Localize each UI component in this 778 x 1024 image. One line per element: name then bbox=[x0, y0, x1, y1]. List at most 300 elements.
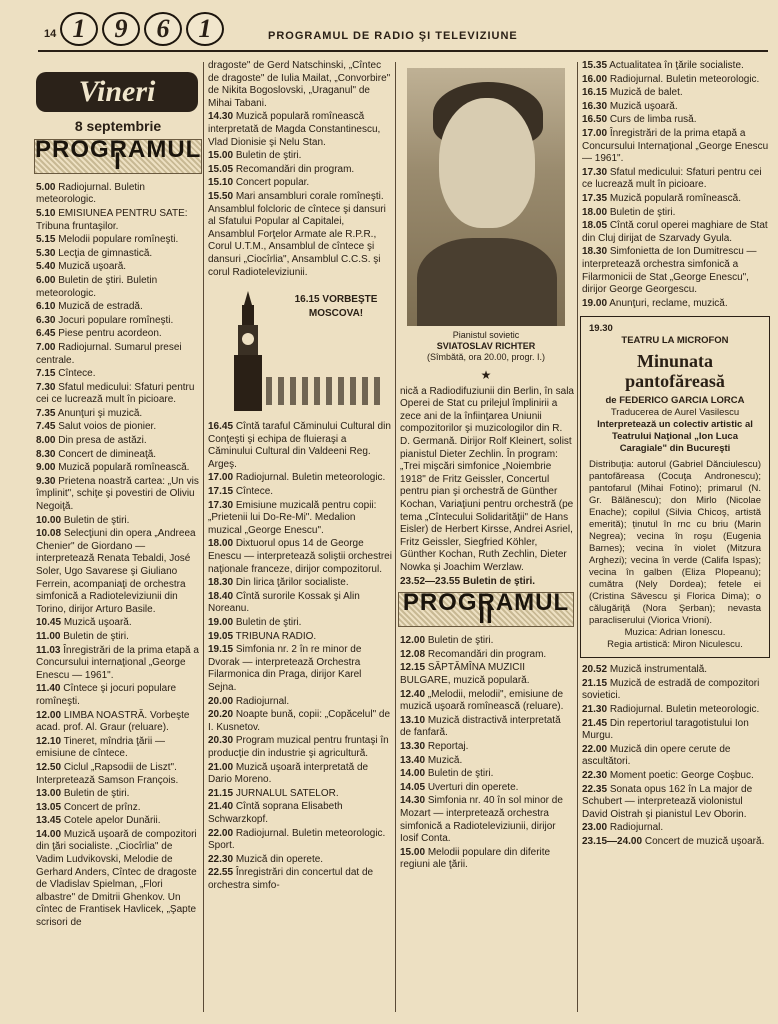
entry-time: 17.00 bbox=[582, 127, 608, 139]
entry-text: Muzică uşoară. bbox=[63, 617, 132, 629]
photo-face bbox=[439, 98, 535, 228]
entry-time: 7.45 bbox=[36, 421, 56, 433]
entry-text: Din presa de astăzi. bbox=[58, 435, 147, 447]
entry-text: Buletin de ştiri. bbox=[235, 617, 302, 628]
entry-text: Melodii populare romîneşti. bbox=[58, 234, 179, 246]
entry-text: Muzică distractivă interpretată de fanfară. bbox=[400, 714, 561, 739]
caption-name: SVIATOSLAV RICHTER bbox=[436, 341, 536, 351]
entry-time: 18.00 bbox=[582, 206, 608, 218]
list-item bbox=[34, 234, 202, 247]
entry-time: 5.40 bbox=[36, 261, 56, 273]
moscova-label: 16.15 VORBEŞTE MOSCOVA! bbox=[294, 294, 378, 320]
list-item bbox=[34, 528, 202, 616]
entry-time: 7.15 bbox=[36, 368, 56, 380]
list-item bbox=[206, 500, 392, 538]
entry-text: Radiojurnal. bbox=[609, 822, 664, 834]
column-1 bbox=[34, 60, 202, 1020]
entry-time: 22.00 bbox=[208, 827, 234, 839]
entry-text: Radiojurnal. Buletin meteorologic. bbox=[235, 472, 386, 484]
kremlin-wall bbox=[266, 377, 386, 405]
entry-text: Buletin de ştiri. Buletin meteorologic. bbox=[36, 274, 158, 299]
entry-time: 16.50 bbox=[582, 114, 608, 126]
list-item bbox=[206, 486, 392, 499]
list-item bbox=[580, 246, 770, 296]
entry-text: „Melodii, melodii", emisiune de muzică uşoară romînească (reluare). bbox=[400, 688, 564, 713]
entry-time: 18.05 bbox=[582, 220, 608, 232]
entry-text: Cîntece şi jocuri populare romîneşti. bbox=[36, 683, 177, 707]
entry-time: 21.15 bbox=[208, 787, 234, 799]
list-item bbox=[34, 829, 202, 930]
entry-text: Moment poetic: George Coşbuc. bbox=[609, 770, 754, 782]
entry-text: Anunţuri şi muzică. bbox=[57, 407, 143, 419]
entry-time: 22.55 bbox=[208, 867, 234, 879]
entry-time: 12.10 bbox=[36, 735, 62, 747]
entry-text: Muzică uşoară. bbox=[58, 261, 127, 273]
list-item bbox=[398, 689, 574, 714]
entry-time: 16.15 bbox=[582, 87, 608, 99]
entry-time: 6.30 bbox=[36, 314, 56, 326]
continuation-text: nică a Radiodifuziunii din Berlin, în sala Operei de Stat cu prilejul împlinirii a zece ani de la înfiinţarea Uniunii compozitorilor şi muzicologilor din R. D. Germană. Dirijor Rolf Kleinert, solist pianistul Dieter Zechlin. În program: „Trei mişcări simfonice „Noiembrie 1918" de Fritz Geissler, Concertul pentru pian şi orchestră de Günther Kochan, Variaţiuni pentru orchestră (pe tema „Cîntecului Solidarităţii" de Hans Eisler) de Herbert Kirsse, Andrei Asriel, Fritz Geissler, Siegfried Köhler, Günther Kochan, Ruth Zechlin, Dieter Nowka şi Joachim Werzlaw. bbox=[400, 385, 574, 573]
entry-text: Buletin de ştiri. bbox=[63, 630, 129, 642]
list-item bbox=[206, 191, 392, 279]
list-item bbox=[206, 762, 392, 787]
list-item bbox=[34, 449, 202, 462]
list-item bbox=[580, 167, 770, 192]
entry-text: Cîntă taraful Căminului Cultural din Conţeşti şi echipa de fluieraşi a Căminului Cultural din Valdeeni Reg. Argeş. bbox=[208, 421, 391, 470]
entry-time: 19.15 bbox=[208, 644, 234, 656]
entry-text: Concert popular. bbox=[235, 177, 310, 189]
entry-time: 21.30 bbox=[582, 704, 608, 716]
entry-text: Radiojurnal. Buletin meteorologic. bbox=[609, 704, 760, 716]
entry-time: 15.05 bbox=[208, 163, 234, 175]
column-divider bbox=[395, 62, 396, 1012]
entry-text: Sfatul medicului: Sfaturi pentru cei ce lucrează mult în picioare. bbox=[582, 166, 762, 191]
list-item bbox=[580, 128, 770, 166]
day-banner: Vineri bbox=[36, 72, 198, 112]
entry-time: 22.35 bbox=[582, 783, 608, 795]
list-item bbox=[34, 617, 202, 630]
entry-text: Piese pentru acordeon. bbox=[58, 328, 162, 340]
list-item bbox=[580, 193, 770, 206]
entry-time: 11.00 bbox=[36, 630, 61, 642]
entry-text: Reportaj. bbox=[427, 741, 469, 753]
entry-text: Muzică instrumentală. bbox=[609, 664, 708, 676]
column-2 bbox=[206, 60, 392, 1020]
year-digit: 9 bbox=[102, 12, 140, 46]
list-item bbox=[206, 60, 392, 110]
entry-text: Radiojurnal. Buletin meteorologic. Sport. bbox=[208, 827, 386, 852]
entry-time: 5.15 bbox=[36, 234, 56, 246]
entry-text: EMISIUNEA PENTRU SATE: Tribuna fruntaşilor. bbox=[36, 207, 188, 232]
entry-text: Muzică. bbox=[427, 754, 463, 766]
list-item bbox=[206, 177, 392, 190]
entry-time: 22.30 bbox=[208, 853, 234, 865]
entry-text: Radiojurnal. bbox=[235, 695, 290, 707]
list-item bbox=[580, 704, 770, 717]
page-header bbox=[0, 0, 778, 58]
list-item bbox=[580, 744, 770, 769]
programul-2-heading: PROGRAMUL II bbox=[398, 592, 574, 627]
entry-time: 23.15—24.00 bbox=[582, 836, 643, 847]
list-item bbox=[34, 736, 202, 761]
entry-time: 22.30 bbox=[582, 770, 608, 782]
entry-text: Cîntă soprana Elisabeth Schwarzkopf. bbox=[208, 801, 343, 825]
entry-time: 10.45 bbox=[36, 617, 62, 629]
entry-text: Noapte bună, copii: „Copăcelul" de I. Kusnetov. bbox=[208, 709, 391, 733]
schedule-list bbox=[206, 60, 392, 279]
list-item bbox=[34, 421, 202, 434]
star-icon: ★ bbox=[480, 368, 492, 382]
entry-text: Radiojurnal. Sumarul presei centrale. bbox=[36, 341, 182, 366]
year-digit: 1 bbox=[60, 12, 98, 46]
list-item bbox=[398, 649, 574, 662]
entry-time: 16.45 bbox=[208, 421, 234, 433]
list-item bbox=[34, 408, 202, 421]
entry-time: 16.30 bbox=[582, 100, 608, 112]
entry-text: Melodii populare din diferite regiuni ale ţării. bbox=[400, 846, 551, 871]
list-item bbox=[34, 382, 202, 407]
entry-text: JURNALUL SATELOR. bbox=[235, 787, 339, 799]
entry-time: 14.30 bbox=[400, 795, 426, 807]
entry-text: Buletin de ştiri. bbox=[462, 575, 536, 587]
column-divider bbox=[577, 62, 578, 1012]
list-item bbox=[580, 664, 770, 677]
list-item bbox=[34, 182, 202, 207]
list-item bbox=[34, 328, 202, 341]
entry-time: 20.00 bbox=[208, 695, 234, 707]
entry-text: Uverturi din operete. bbox=[427, 781, 519, 793]
year-badge bbox=[60, 12, 224, 46]
entry-time: 16.00 bbox=[582, 73, 608, 85]
entry-text: Muzică de estradă de compozitori sovietici. bbox=[582, 677, 760, 702]
list-item bbox=[580, 298, 770, 311]
entry-text: Sfatul medicului: Sfaturi pentru cei ce lucrează mult în picioare. bbox=[36, 381, 195, 406]
entry-text: Curs de limba rusă. bbox=[609, 114, 697, 126]
list-item bbox=[580, 836, 770, 849]
list-item bbox=[34, 710, 202, 735]
entry-time: 22.00 bbox=[582, 743, 608, 755]
entry-text: Simfonietta de Ion Dumitrescu — interpretează orchestra simfonică a Filarmonicii de Stat „George Enescu", dirijor George Georgescu. bbox=[582, 246, 757, 296]
entry-time: 12.08 bbox=[400, 648, 426, 660]
entry-text: Buletin de ştiri. bbox=[427, 635, 494, 647]
entry-text: Mari ansambluri corale romîneşti. Ansamblul folcloric de cîntece şi dansuri al Sfatului Popular al Capitalei, Ansamblul Forţelor Armate ale R.P.R., Corul U.T.M., Ansamblul de cîntece şi dansuri „Ciocîrlia", Ansamblul C.C.S. şi corul Radioteleviziunii. bbox=[208, 190, 386, 278]
list-item bbox=[206, 801, 392, 826]
list-item bbox=[206, 538, 392, 576]
entry-text: Emisiune muzicală pentru copii: „Prietenii lui Do-Re-Mi". Medalion muzical „George Enescu". bbox=[208, 499, 377, 536]
list-item bbox=[398, 576, 574, 589]
list-item bbox=[580, 87, 770, 100]
date-label: 8 septembrie bbox=[74, 118, 162, 134]
list-item bbox=[34, 315, 202, 328]
caption-line: (Sîmbătă, ora 20.00, progr. I.) bbox=[426, 352, 546, 362]
entry-text: Din lirica ţărilor socialiste. bbox=[235, 577, 349, 589]
entry-text: Actualitatea în ţările socialiste. bbox=[609, 60, 744, 71]
entry-text: Înregistrări din concertul dat de orchestra simfo- bbox=[208, 867, 374, 891]
entry-time: 17.30 bbox=[208, 499, 234, 511]
entry-text: Jocuri populare romîneşti. bbox=[58, 314, 174, 326]
list-item bbox=[398, 755, 574, 768]
theatre-box bbox=[580, 316, 770, 658]
entry-time: 20.20 bbox=[208, 709, 234, 721]
list-item bbox=[206, 164, 392, 177]
theatre-time: 19.30 bbox=[589, 323, 613, 335]
entry-time: 17.00 bbox=[208, 472, 234, 484]
list-item bbox=[206, 591, 392, 616]
entry-time: 6.10 bbox=[36, 301, 56, 313]
year-digit: 1 bbox=[186, 12, 224, 46]
entry-text: Recomandări din program. bbox=[235, 163, 355, 175]
list-item bbox=[206, 617, 392, 630]
list-item bbox=[206, 788, 392, 801]
entry-time: 14.00 bbox=[36, 828, 62, 840]
list-item bbox=[206, 421, 392, 471]
entry-text: Cîntă surorile Kossak şi Alin Noreanu. bbox=[208, 590, 360, 615]
entry-text: Înregistrări de la prima etapă a Concursului internaţional „George Enescu — 1961". bbox=[36, 644, 199, 681]
entry-time: 20.30 bbox=[208, 735, 234, 747]
entry-text: TRIBUNA RADIO. bbox=[235, 630, 317, 642]
theatre-cast: Distribuţia: autorul (Gabriel Dănciulescu) pantofăreasa (Cocuţa Andronescu); pantofarul (Mihai Fotino); primarul (N. Gr. Bălănescu); don Mirlo (Nicolae Enache); copilul (Silvia Chicoş, artistă emerită); ținutul în rnc cu briu (Marin Negrea); vecina în roşu (Eugenia Barnes); vecina în violet (Mitzura Arghezi); vecina în verde (Califa Ispas); vecina în galben (Eliza Plopeanu); cumătra (Nely Dordea); fetele ei (Cristina Săvescu şi Florica Dima); o călugăriţă (Nora Şerban); nevasta paracliserului (Viorica Vrioni). bbox=[589, 459, 761, 627]
entry-text: Concert de prînz. bbox=[63, 801, 141, 813]
list-item bbox=[34, 788, 202, 801]
list-item bbox=[398, 768, 574, 781]
theatre-author: de FEDERICO GARCIA LORCA bbox=[605, 395, 745, 407]
entry-text: Radiojurnal. Buletin meteorologic. bbox=[609, 73, 760, 85]
list-item bbox=[398, 635, 574, 648]
entry-time: 6.45 bbox=[36, 328, 56, 340]
entry-text: Muzică uşoară de compozitori din ţări socialiste. „Ciocîrlia" de Vadim Ludvikovski, Melodie de Gerhard Anders, Cîntec de dragoste de Vladislav Spielman, „Flori albastre" de Dmitrii Ghenkov. Un cîntec de Frantisek Havlicek, „Şapte scrisori de bbox=[36, 828, 197, 929]
entry-time: 11.03 bbox=[36, 644, 61, 656]
entry-text: LIMBA NOASTRĂ. Vorbeşte acad. prof. Al. Graur (reluare). bbox=[36, 709, 190, 734]
entry-text: Din repertoriul taragotistului Ion Murgu. bbox=[582, 717, 749, 742]
list-item bbox=[398, 715, 574, 740]
schedule-list bbox=[398, 635, 574, 872]
entry-text: Simfonia nr. 40 în sol minor de Mozart — interpretează orchestra simfonică a Radioteleviziunii, dirijor Iosif Conta. bbox=[400, 795, 563, 845]
list-item bbox=[580, 718, 770, 743]
list-item bbox=[580, 220, 770, 245]
entry-time: 6.00 bbox=[36, 274, 56, 286]
entry-text: Lecţia de gimnastică. bbox=[58, 247, 153, 259]
entry-text: Buletin de ştiri. bbox=[63, 514, 130, 526]
column-3 bbox=[398, 60, 574, 1020]
entry-time: 8.30 bbox=[36, 448, 56, 460]
entry-text: Ciclul „Rapsodii de Liszt". Interpretează Samson François. bbox=[36, 761, 179, 786]
entry-time: 13.10 bbox=[400, 714, 426, 726]
entry-text: Muzică din opere cerute de ascultători. bbox=[582, 743, 731, 768]
list-item bbox=[34, 301, 202, 314]
entry-text: Salut voios de pionier. bbox=[58, 421, 157, 433]
kremlin-tower-icon bbox=[228, 291, 268, 411]
schedule-list bbox=[580, 60, 770, 310]
entry-text: Sonata opus 162 în La major de Schubert — interpretează violonistul David Oistrah şi pianistul Lev Oborin. bbox=[582, 783, 753, 820]
caption-line: Pianistul sovietic bbox=[452, 330, 520, 340]
entry-time: 14.05 bbox=[400, 781, 426, 793]
entry-time: 5.00 bbox=[36, 181, 56, 193]
entry-time: 11.40 bbox=[36, 683, 61, 695]
entry-text: Muzică din operete. bbox=[235, 853, 324, 865]
entry-time: 18.30 bbox=[208, 577, 234, 589]
entry-time: 19.00 bbox=[208, 617, 234, 628]
entry-text: Selecţiuni din opera „Andreea Chenier" de Giordano — interpretează Renata Tebaldi, José Soler, Ugo Savarese şi Giuliano Ferrein, acompaniaţi de orchestra simfonică a Radioteleviziunii din Torino, dirijor Arturo Basile. bbox=[36, 528, 196, 615]
list-item bbox=[398, 782, 574, 795]
entry-time: 10.08 bbox=[36, 528, 62, 540]
list-item bbox=[580, 678, 770, 703]
list-item bbox=[206, 696, 392, 709]
theatre-music: Muzica: Adrian Ionescu. bbox=[624, 627, 726, 639]
schedule-list bbox=[580, 664, 770, 848]
entry-text: Cotele apelor Dunării. bbox=[63, 815, 161, 827]
entry-text: Dixtuorul opus 14 de George Enescu — interpretează soliştii orchestrei naţionale franceze, dirijor compozitorul. bbox=[208, 538, 392, 575]
list-item bbox=[34, 342, 202, 367]
list-item bbox=[206, 854, 392, 867]
entry-time: 13.00 bbox=[36, 788, 62, 800]
entry-time: 18.30 bbox=[582, 246, 608, 258]
entry-text: Muzică de estradă. bbox=[58, 301, 143, 313]
entry-time: 7.35 bbox=[36, 407, 56, 419]
entry-time: 17.30 bbox=[582, 166, 608, 178]
entry-time: 7.00 bbox=[36, 341, 56, 353]
moscova-illustration bbox=[206, 285, 392, 415]
entry-time: 12.50 bbox=[36, 761, 62, 773]
list-item bbox=[206, 472, 392, 485]
list-item bbox=[34, 631, 202, 644]
list-item bbox=[34, 275, 202, 300]
list-item bbox=[206, 867, 392, 892]
list-item bbox=[580, 822, 770, 835]
entry-text: Muzică uşoară. bbox=[609, 100, 678, 112]
list-item bbox=[206, 111, 392, 149]
entry-text: Buletin de ştiri. bbox=[63, 788, 130, 800]
entry-time: 15.50 bbox=[208, 190, 234, 202]
entry-time: 12.00 bbox=[400, 635, 426, 647]
entry-text: Muzică populară romînească. bbox=[609, 192, 741, 204]
entry-time: 14.00 bbox=[400, 768, 426, 780]
entry-time: 18.40 bbox=[208, 590, 234, 602]
entry-time: 15.00 bbox=[208, 150, 234, 162]
entry-time: 13.30 bbox=[400, 741, 426, 753]
page-title: PROGRAMUL DE RADIO ŞI TELEVIZIUNE bbox=[268, 30, 518, 42]
column-divider bbox=[203, 62, 204, 1012]
entry-text: Concert de muzică uşoară. bbox=[644, 836, 765, 847]
list-item bbox=[398, 741, 574, 754]
pianist-photo bbox=[407, 68, 565, 326]
entry-time: 13.05 bbox=[36, 801, 62, 813]
entry-text: Recomandări din program. bbox=[427, 648, 547, 660]
entry-time: 23.00 bbox=[582, 822, 608, 834]
year-digit: 6 bbox=[144, 12, 182, 46]
list-item bbox=[398, 662, 574, 687]
list-item bbox=[398, 795, 574, 845]
entry-text: Anunţuri, reclame, muzică. bbox=[609, 297, 728, 309]
entry-text: Program muzical pentru fruntaşi în producţie din industrie şi agricultură. bbox=[208, 735, 389, 759]
list-item bbox=[206, 150, 392, 163]
entry-text: Simfonia nr. 2 în re minor de Dvorak — interpretează Orchestra Filarmonica din Praga, dirijor Karel Sejna. bbox=[208, 644, 362, 693]
schedule-list bbox=[206, 421, 392, 892]
entry-time: 12.15 bbox=[400, 662, 426, 674]
entry-time: 5.10 bbox=[36, 207, 56, 219]
entry-text: Buletin de ştiri. bbox=[427, 768, 494, 780]
list-item bbox=[34, 368, 202, 381]
theatre-title: Minunata pantofăreasă bbox=[625, 351, 725, 392]
entry-time: 12.40 bbox=[400, 688, 426, 700]
entry-time: 21.40 bbox=[208, 801, 234, 813]
list-item bbox=[580, 101, 770, 114]
entry-time: 21.15 bbox=[582, 677, 608, 689]
list-item bbox=[206, 644, 392, 694]
entry-text: Înregistrări de la prima etapă a Concursului Internaţional „George Enescu — 1961". bbox=[582, 127, 769, 165]
list-item bbox=[34, 815, 202, 828]
list-item bbox=[34, 683, 202, 708]
entry-time: 21.45 bbox=[582, 717, 608, 729]
entry-time: 9.30 bbox=[36, 475, 56, 487]
entry-time: 12.00 bbox=[36, 709, 62, 721]
list-item bbox=[580, 207, 770, 220]
photo-body bbox=[417, 238, 557, 326]
programul-1-heading: PROGRAMUL I bbox=[35, 135, 202, 176]
list-item bbox=[580, 114, 770, 127]
list-item bbox=[398, 847, 574, 872]
list-item bbox=[34, 515, 202, 528]
list-item bbox=[34, 762, 202, 787]
theatre-direction: Regia artistică: Miron Niculescu. bbox=[607, 639, 743, 651]
list-item bbox=[34, 462, 202, 475]
list-item bbox=[580, 784, 770, 822]
entry-time: 14.30 bbox=[208, 111, 234, 123]
list-item bbox=[206, 828, 392, 853]
list-item bbox=[580, 770, 770, 783]
page-number: 14 bbox=[44, 28, 57, 40]
photo-caption bbox=[398, 330, 574, 363]
entry-time: 20.52 bbox=[582, 664, 608, 676]
entry-text: Buletin de ştiri. bbox=[609, 206, 676, 218]
entry-time: 9.00 bbox=[36, 462, 56, 474]
entry-text: Tineret, mîndria ţării — emisiune de cîntece. bbox=[36, 735, 165, 760]
entry-time: 8.00 bbox=[36, 435, 56, 447]
entry-text: Concert de dimineaţă. bbox=[58, 448, 157, 460]
entry-time: 10.00 bbox=[36, 514, 62, 526]
entry-text: Muzică populară romînească. bbox=[58, 462, 190, 474]
entry-text: Muzică uşoară interpretată de Dario Moreno. bbox=[208, 761, 369, 786]
list-item bbox=[34, 208, 202, 233]
entry-time: 5.30 bbox=[36, 247, 56, 259]
list-item bbox=[34, 645, 202, 683]
entry-time: 17.35 bbox=[582, 192, 608, 204]
entry-text: Radiojurnal. Buletin meteorologic. bbox=[36, 181, 145, 206]
entry-text: SĂPTĂMÎNA MUZICII BULGARE, muzică populară. bbox=[400, 662, 530, 687]
entry-time: 13.45 bbox=[36, 815, 62, 827]
list-item bbox=[34, 435, 202, 448]
list-item bbox=[34, 476, 202, 514]
list-item bbox=[206, 577, 392, 590]
list-item bbox=[206, 735, 392, 760]
entry-time: 15.10 bbox=[208, 177, 234, 189]
entry-time: 19.00 bbox=[582, 297, 608, 309]
theatre-heading: TEATRU LA MICROFON bbox=[621, 335, 729, 347]
entry-text: Buletin de ştiri. bbox=[235, 150, 302, 162]
list-item bbox=[34, 261, 202, 274]
schedule-list bbox=[34, 182, 202, 930]
list-item bbox=[580, 60, 770, 73]
entry-time: 7.30 bbox=[36, 381, 56, 393]
entry-time: 21.00 bbox=[208, 761, 234, 773]
list-item bbox=[206, 709, 392, 734]
list-item bbox=[34, 802, 202, 815]
entry-text: Cîntece. bbox=[58, 368, 96, 380]
list-item bbox=[206, 631, 392, 644]
entry-time: 13.40 bbox=[400, 754, 426, 766]
entry-time: 23.52—23.55 bbox=[400, 575, 461, 587]
list-item bbox=[34, 248, 202, 261]
entry-text: Cîntece. bbox=[235, 486, 274, 498]
